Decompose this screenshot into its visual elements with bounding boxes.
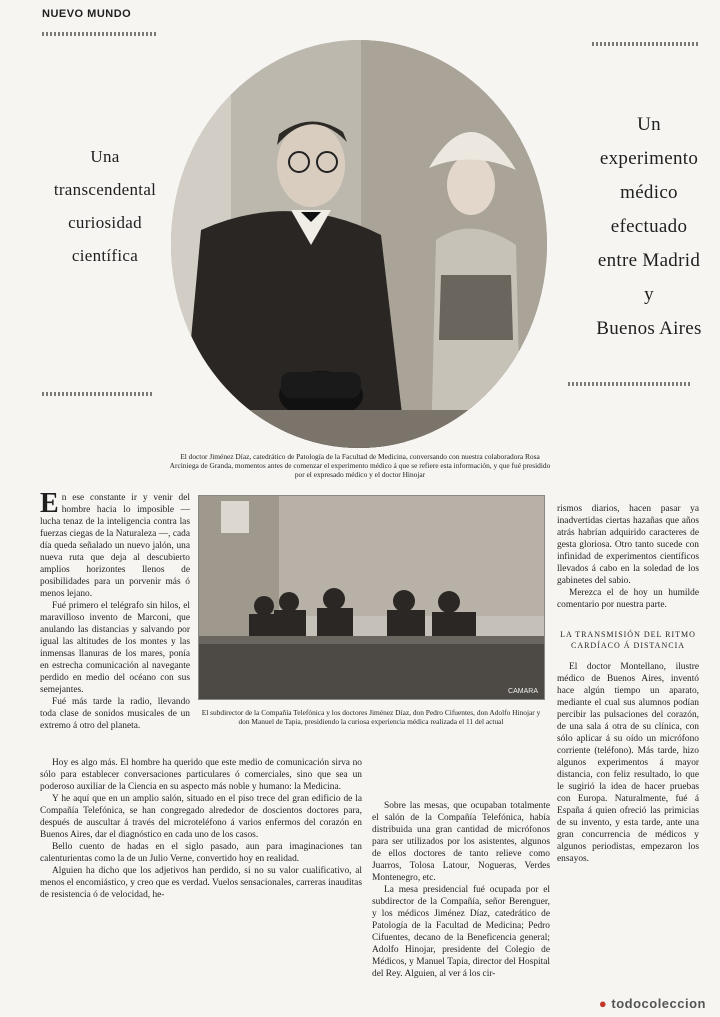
right-title-line: efectuado — [610, 216, 688, 237]
right-title-line: Buenos Aires — [596, 318, 702, 339]
meeting-illustration — [199, 496, 544, 699]
left-paragraph-1: n ese constante ir y venir del hombre hacia lo imposible — lucha tenaz de la inteligencia contra las fuerzas ciegas de la Naturaleza —, cada día queda señalado un nuevo jalón, una nueva ruta que deja al descubierto amplios horizontes llenos de posibilidades para un porvenir más ó menos lejano. — [40, 493, 190, 599]
divider-left — [42, 392, 154, 396]
portrait-illustration — [171, 40, 547, 448]
section-heading: LA TRANSMISIÓN DEL RITMO CARDÍACO Á DISTANCIA — [560, 630, 696, 650]
right-paragraph-2: Merezca el de hoy un humilde comentario por nuestra parte. — [557, 588, 699, 610]
header-rule-left — [42, 32, 158, 36]
right-paragraph-3: El doctor Montellano, ilustre médico de Buenos Aires, inventó hace algún tiempo un aparato, mediante el cual sus alumnos podían percibir las pulsaciones del corazón, de una sala á otra de su clínica, con sólo aplicar á su oído un micrófono corriente (teléfono). Más tarde, hizo algunos experimentos á mayor distancia, con feliz resultado, lo que le sugirió la idea de hacer pruebas con Europa. Naturalmente, fué á España á quien ofreció las primicias de su invento, y esta tarde, ante una gran concurrencia de médicos y algunos periodistas, empezaron los ensayos. — [557, 662, 699, 864]
bottom-paragraph-1: Hoy es algo más. El hombre ha querido que este medio de comunicación sirva no sólo para establecer conversaciones particulares ó comerciales, sino que sea un poderoso auxiliar de la Ciencia en su aspecto más noble y humano: la Medicina. — [40, 758, 362, 792]
left-title-line: transcendental — [53, 180, 157, 199]
left-paragraph-3: Fué más tarde la radio, llevando toda clase de sonidos musicales de un extremo á otro del planeta. — [40, 697, 190, 731]
bottom-paragraph-2: Y he aquí que en un amplio salón, situado en el piso trece del gran edificio de la Compañía Telefónica, se han congregado alrededor de doscientos doctores para, después de auscultar á través del microteléfono á varios enfermos del corazón en Buenos Aires, dar el diagnóstico en cada uno de los casos. — [40, 794, 362, 840]
right-title-line: entre Madrid — [597, 250, 701, 271]
right-column — [557, 503, 699, 865]
photo-credit: CAMARA — [508, 688, 538, 695]
right-title-line: experimento — [599, 148, 699, 169]
left-column — [40, 488, 190, 732]
left-paragraph-2: Fué primero el telégrafo sin hilos, el maravilloso invento de Marconi, que anulando las distancias y salvando por igual las altitudes de los montes y las inmensas llanuras de los mares, ponía en estrecha comunicación al navegante perdido en medio del océano con sus semejantes. — [40, 601, 190, 695]
header-rule-right — [592, 42, 700, 46]
right-paragraph-1: rismos diarios, hacen pasar ya inadvertidas ciertas hazañas que años atrás habrían adquirido caracteres de gesta gloriosa. Otro tanto sucede con infinidad de experimentos científicos llevados á cabo en la soledad de los gabinetes del sabio. — [557, 504, 699, 586]
top-photo-caption: El doctor Jiménez Díaz, catedrático de Patología de la Facultad de Medicina, conversando con nuestra colaboradora Rosa Arciniega de Granda, momentos antes de comenzar el experimento médico á que se refiere esta información, y que fué presidido por el expresado médico y el doctor Hinojar — [169, 452, 551, 479]
right-title-line: y — [644, 284, 654, 305]
drop-cap: E — [40, 488, 59, 519]
bottom-paragraph-3: Bello cuento de hadas en el siglo pasado, aun para imaginaciones tan calenturientas como la de un Julio Verne, convertido hoy en realidad. — [40, 842, 362, 864]
masthead: NUEVO MUNDO — [42, 8, 132, 20]
left-title-line: científica — [71, 246, 139, 265]
left-title-line: Una — [90, 147, 120, 166]
right-title-line: médico — [620, 182, 678, 203]
watermark-text: todocoleccion — [611, 996, 706, 1011]
meeting-photo-caption: El subdirector de la Compañía Telefónica y los doctores Jiménez Díaz, don Pedro Cifuentes, don Adolfo Hinojar y don Manuel de Tapia, presidiendo la curiosa experiencia médica realizada el 11 del actual — [201, 708, 541, 726]
watermark — [599, 996, 706, 1011]
divider-right — [568, 382, 692, 386]
right-title-line: Un — [637, 114, 661, 135]
left-title — [38, 140, 172, 272]
portrait-photo — [171, 40, 547, 448]
bottom-middle-text — [372, 800, 550, 980]
right-title — [574, 108, 720, 346]
left-title-line: curiosidad — [68, 213, 142, 232]
bottom-middle-paragraph-1: Sobre las mesas, que ocupaban totalmente el salón de la Compañía Telefónica, había distribuida una gran cantidad de micrófonos para ser utilizados por los asistentes, algunos de ellos doctores de tanto relieve como Juarros, Tolosa Latour, Nogueras, Verdes Montenegro, etc. — [372, 801, 550, 883]
bottom-left-text — [40, 757, 362, 901]
meeting-photo — [198, 495, 545, 700]
watermark-dot-icon: ● — [598, 996, 608, 1011]
bottom-paragraph-4: Alguien ha dicho que los adjetivos han perdido, si no su valor cualificativo, al menos el encomiástico, y creo que es verdad. Vuelos sensacionales, carreras inauditas de resistencia ó de velocidad, he- — [40, 866, 362, 900]
bottom-middle-paragraph-2: La mesa presidencial fué ocupada por el subdirector de la Compañía, señor Berenguer, y los médicos Jiménez Díaz, catedrático de Patología de la Facultad de Medicina; Pedro Cifuentes, decano de la Beneficencia general; Adolfo Hinojar, presidente del Colegio de Médicos, y Manuel Tapia, director del Hospital del Rey. Alguien, al ver á los cir- — [372, 885, 550, 979]
